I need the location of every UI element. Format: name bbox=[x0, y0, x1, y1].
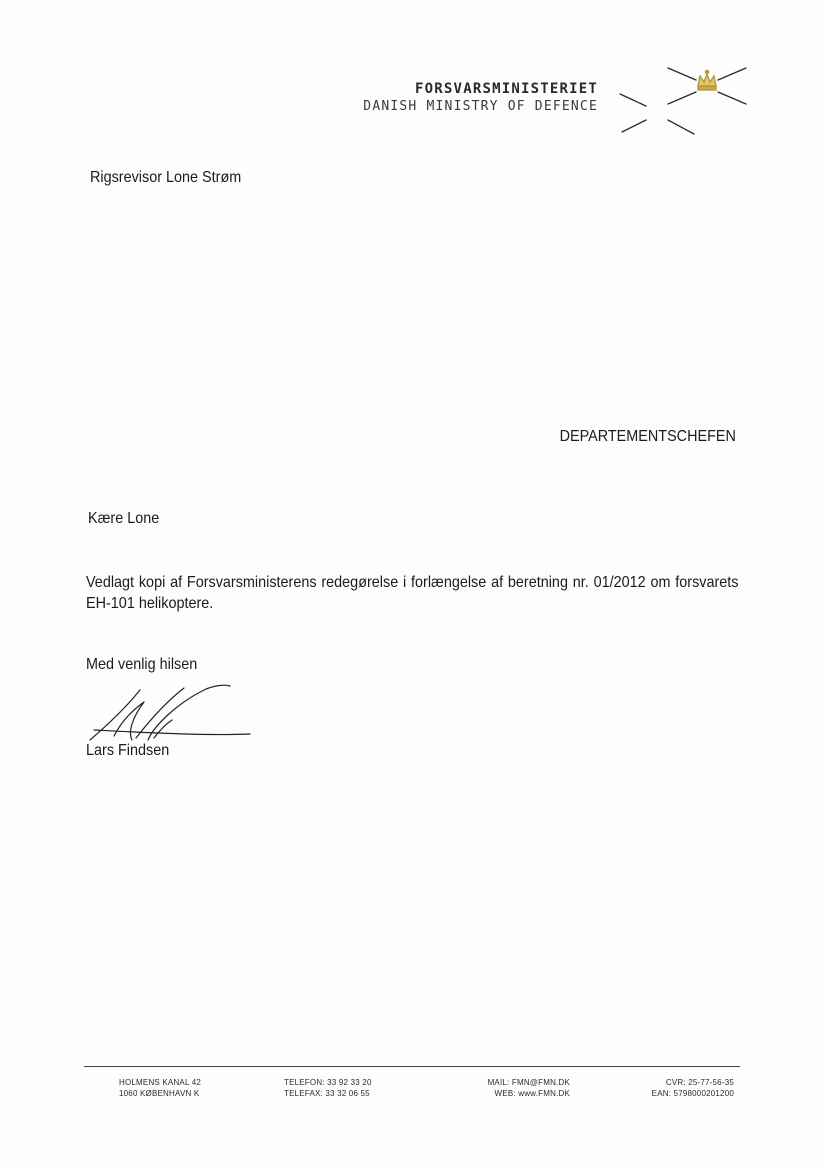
signer-name: Lars Findsen bbox=[86, 742, 170, 759]
fax-number: TELEFAX: 33 32 06 55 bbox=[284, 1089, 370, 1098]
footer-divider bbox=[84, 1066, 740, 1067]
address-line: HOLMENS KANAL 42 bbox=[119, 1078, 202, 1087]
web-address: WEB: www.FMN.DK bbox=[494, 1089, 570, 1098]
footer-address bbox=[119, 1077, 201, 1099]
body-paragraph: Vedlagt kopi af Forsvarsministerens redegørelse i forlængelse af beretning nr. 01/2012 om forsvarets EH-101 helikoptere. bbox=[86, 574, 739, 612]
recipient: Rigsrevisor Lone Strøm bbox=[90, 169, 242, 186]
footer-contact bbox=[470, 1077, 570, 1099]
cvr-number: CVR: 25-77-56-35 bbox=[665, 1078, 734, 1087]
letterhead bbox=[260, 80, 598, 116]
closing: Med venlig hilsen bbox=[86, 656, 198, 673]
department-title: DEPARTEMENTSCHEFEN bbox=[559, 428, 736, 445]
footer-phone bbox=[284, 1077, 372, 1099]
crown-crossed-lines-icon bbox=[616, 62, 750, 140]
ean-number: EAN: 5798000201200 bbox=[651, 1089, 734, 1098]
mail-address: MAIL: FMN@FMN.DK bbox=[487, 1078, 570, 1087]
phone-number: TELEFON: 33 92 33 20 bbox=[284, 1078, 372, 1087]
greeting: Kære Lone bbox=[88, 510, 160, 527]
address-line: 1060 KØBENHAVN K bbox=[119, 1089, 200, 1098]
ministry-name-english: DANISH MINISTRY OF DEFENCE bbox=[363, 99, 598, 114]
ministry-name-danish: FORSVARSMINISTERIET bbox=[415, 81, 598, 97]
footer-ids bbox=[620, 1077, 734, 1099]
